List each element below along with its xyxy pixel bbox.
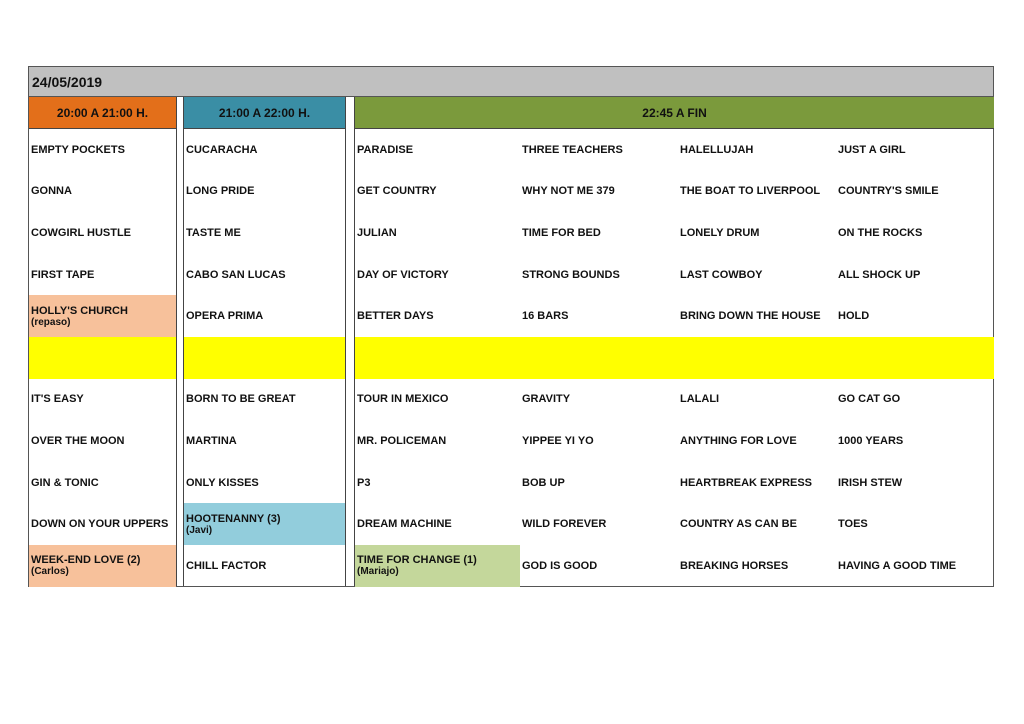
slot-20-21 <box>29 545 176 587</box>
song-title: BOB UP <box>522 476 565 489</box>
slot-2245-fin <box>678 379 836 421</box>
slot-2245-fin <box>836 545 995 587</box>
song-title: CHILL FACTOR <box>186 559 267 572</box>
slot-21-22 <box>184 129 345 171</box>
slot-2245-fin <box>678 545 836 587</box>
song-note: (Carlos) <box>31 566 69 578</box>
song-title: YIPPEE YI YO <box>522 434 594 447</box>
song-title: OVER THE MOON <box>31 434 125 447</box>
song-title: MARTINA <box>186 434 237 447</box>
slot-2245-fin <box>355 171 520 213</box>
song-title: MR. POLICEMAN <box>357 434 447 447</box>
separator-row <box>355 337 994 379</box>
slot-2245-fin <box>520 171 678 213</box>
slot-20-21 <box>29 420 176 462</box>
slot-21-22 <box>184 212 345 254</box>
song-title: GO CAT GO <box>838 393 901 406</box>
slot-20-21 <box>29 462 176 504</box>
song-title: HOLLY'S CHURCH <box>31 304 128 317</box>
song-title: TOUR IN MEXICO <box>357 393 449 406</box>
slot-2245-fin <box>678 254 836 296</box>
song-title: FIRST TAPE <box>31 268 95 281</box>
song-title: TOES <box>838 518 868 531</box>
slot-2245-fin <box>520 212 678 254</box>
song-title: TIME FOR BED <box>522 226 601 239</box>
slot-2245-fin <box>678 212 836 254</box>
slot-21-22 <box>184 171 345 213</box>
column-2245-fin <box>354 97 994 586</box>
song-title: 1000 YEARS <box>838 434 904 447</box>
date-header: 24/05/2019 <box>29 67 993 97</box>
song-title: HALELLUJAH <box>680 143 754 156</box>
song-title: CABO SAN LUCAS <box>186 268 286 281</box>
slot-2245-fin <box>836 503 995 545</box>
song-title: BORN TO BE GREAT <box>186 393 296 406</box>
schedule-sheet <box>28 66 994 587</box>
slot-21-22 <box>184 462 345 504</box>
column-20-21 <box>29 97 177 586</box>
slot-2245-fin <box>678 420 836 462</box>
song-title: ANYTHING FOR LOVE <box>680 434 797 447</box>
slot-2245-fin <box>836 462 995 504</box>
slot-2245-fin <box>520 462 678 504</box>
song-title: DOWN ON YOUR UPPERS <box>31 518 169 531</box>
header-21-22: 21:00 A 22:00 H. <box>184 97 345 129</box>
slot-2245-fin <box>836 212 995 254</box>
song-title: BETTER DAYS <box>357 310 434 323</box>
song-title: ON THE ROCKS <box>838 226 923 239</box>
song-title: STRONG BOUNDS <box>522 268 620 281</box>
slot-2245-fin <box>836 254 995 296</box>
song-title: ALL SHOCK UP <box>838 268 921 281</box>
song-title: WHY NOT ME 379 <box>522 185 615 198</box>
song-title: CUCARACHA <box>186 143 258 156</box>
song-title: PARADISE <box>357 143 414 156</box>
slot-21-22 <box>184 295 345 337</box>
slot-21-22 <box>184 254 345 296</box>
song-title: HOLD <box>838 310 870 323</box>
slot-20-21 <box>29 254 176 296</box>
song-title: LAST COWBOY <box>680 268 763 281</box>
song-title: P3 <box>357 476 371 489</box>
slot-20-21 <box>29 503 176 545</box>
slot-2245-fin <box>355 212 520 254</box>
slot-20-21 <box>29 129 176 171</box>
song-title: ONLY KISSES <box>186 476 259 489</box>
slot-21-22 <box>184 379 345 421</box>
song-title: GIN & TONIC <box>31 476 99 489</box>
song-title: WEEK-END LOVE (2) <box>31 554 141 567</box>
slot-2245-fin <box>836 420 995 462</box>
song-title: IRISH STEW <box>838 476 903 489</box>
slot-2245-fin <box>520 254 678 296</box>
slot-2245-fin <box>355 295 520 337</box>
slot-2245-fin <box>678 171 836 213</box>
song-title: LONELY DRUM <box>680 226 760 239</box>
slot-2245-fin <box>678 129 836 171</box>
slot-2245-fin <box>520 503 678 545</box>
song-title: GONNA <box>31 185 72 198</box>
song-title: GET COUNTRY <box>357 185 437 198</box>
song-note: (Mariajo) <box>357 566 399 578</box>
slot-2245-fin <box>678 295 836 337</box>
column-21-22 <box>183 97 346 586</box>
slot-2245-fin <box>355 503 520 545</box>
slot-2245-fin <box>678 462 836 504</box>
slot-2245-fin <box>355 254 520 296</box>
slot-2245-fin <box>836 295 995 337</box>
song-title: EMPTY POCKETS <box>31 143 125 156</box>
song-title: TIME FOR CHANGE (1) <box>357 554 477 567</box>
slot-20-21 <box>29 379 176 421</box>
slot-2245-fin <box>355 129 520 171</box>
song-title: DREAM MACHINE <box>357 518 452 531</box>
slot-2245-fin <box>520 295 678 337</box>
song-title: COUNTRY AS CAN BE <box>680 518 797 531</box>
slot-2245-fin <box>520 545 678 587</box>
slot-2245-fin <box>520 129 678 171</box>
song-title: DAY OF VICTORY <box>357 268 449 281</box>
song-note: (repaso) <box>31 316 71 328</box>
slot-2245-fin <box>355 420 520 462</box>
song-title: IT'S EASY <box>31 393 84 406</box>
song-title: GOD IS GOOD <box>522 559 598 572</box>
slot-2245-fin <box>836 379 995 421</box>
song-title: BRING DOWN THE HOUSE <box>680 310 821 323</box>
song-title: LALALI <box>680 393 720 406</box>
song-title: JUST A GIRL <box>838 143 906 156</box>
song-title: LONG PRIDE <box>186 185 255 198</box>
song-note: (Javi) <box>186 524 213 536</box>
slot-21-22 <box>184 545 345 587</box>
slot-2245-fin <box>355 379 520 421</box>
slot-20-21 <box>29 212 176 254</box>
slot-2245-fin <box>678 503 836 545</box>
song-title: COUNTRY'S SMILE <box>838 185 939 198</box>
song-title: GRAVITY <box>522 393 571 406</box>
slot-20-21 <box>29 295 176 337</box>
slot-21-22 <box>184 420 345 462</box>
slot-2245-fin <box>355 545 520 587</box>
song-title: HOOTENANNY (3) <box>186 512 281 525</box>
slot-2245-fin <box>836 129 995 171</box>
header-2245-fin: 22:45 A FIN <box>355 97 994 129</box>
song-title: OPERA PRIMA <box>186 310 264 323</box>
song-title: HAVING A GOOD TIME <box>838 559 957 572</box>
slot-2245-fin <box>836 171 995 213</box>
song-title: HEARTBREAK EXPRESS <box>680 476 813 489</box>
song-title: THREE TEACHERS <box>522 143 623 156</box>
song-title: 16 BARS <box>522 310 569 323</box>
slot-2245-fin <box>355 462 520 504</box>
song-title: TASTE ME <box>186 226 241 239</box>
slot-20-21 <box>29 171 176 213</box>
slot-2245-fin <box>520 379 678 421</box>
slot-21-22 <box>184 503 345 545</box>
header-20-21: 20:00 A 21:00 H. <box>29 97 176 129</box>
separator-row <box>29 337 176 379</box>
song-title: JULIAN <box>357 226 397 239</box>
slot-2245-fin <box>520 420 678 462</box>
song-title: WILD FOREVER <box>522 518 607 531</box>
song-title: COWGIRL HUSTLE <box>31 226 132 239</box>
song-title: BREAKING HORSES <box>680 559 789 572</box>
song-title: THE BOAT TO LIVERPOOL <box>680 185 821 198</box>
separator-row <box>184 337 345 379</box>
